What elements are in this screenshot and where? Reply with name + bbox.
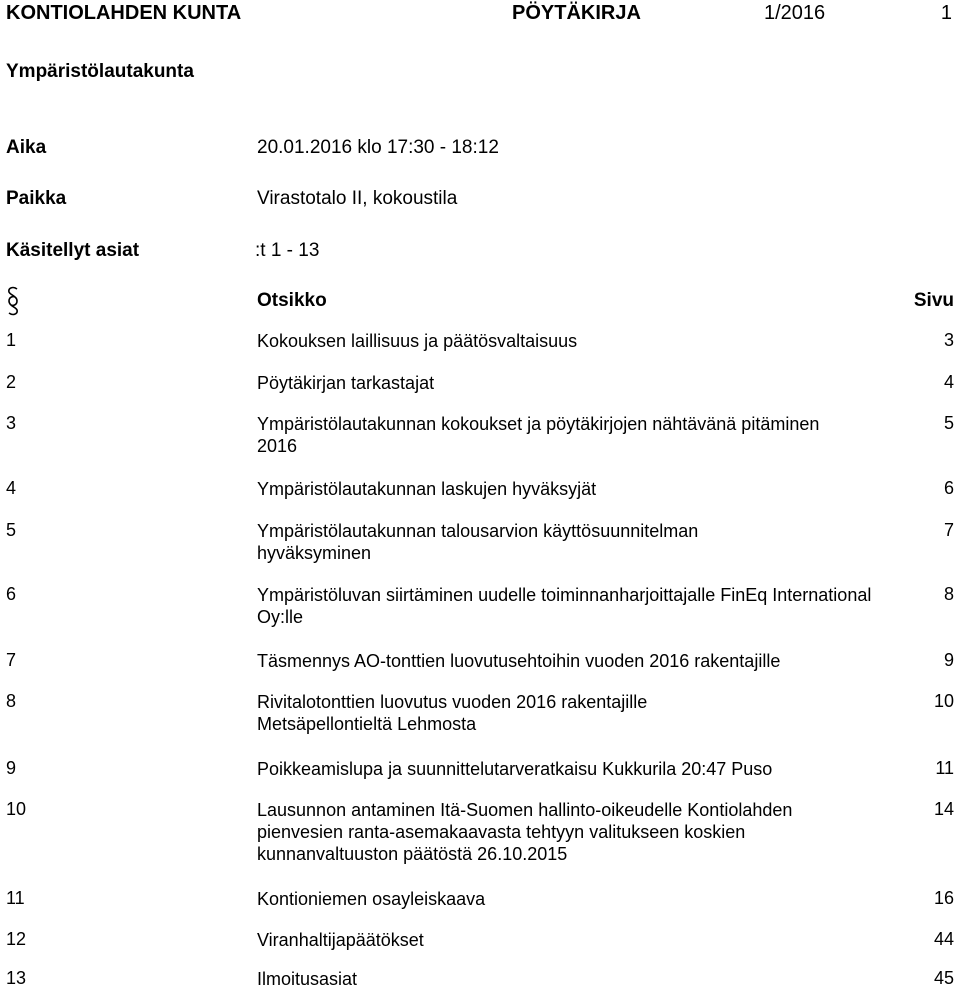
toc-row-title: Täsmennys AO-tonttien luovutusehtoihin vuoden 2016 rakentajille <box>257 651 781 671</box>
toc-row-title: Ilmoitusasiat <box>257 969 358 989</box>
toc-row-page: 8 <box>943 584 954 604</box>
toc-row-number: 8 <box>6 691 17 711</box>
toc-row-number: 9 <box>6 758 17 778</box>
toc-row-title: Kontioniemen osayleiskaava <box>257 889 486 909</box>
toc-row-page: 16 <box>933 888 954 908</box>
toc-row-page: 14 <box>933 799 954 819</box>
items-label: Käsitellyt asiat <box>6 240 140 261</box>
toc-row-number: 5 <box>6 520 17 540</box>
place-value: Virastotalo II, kokoustila <box>257 188 458 209</box>
toc-row-page: 6 <box>943 478 954 498</box>
toc-row-page: 9 <box>943 650 954 670</box>
toc-title-header: Otsikko <box>257 290 327 311</box>
toc-row-number: 12 <box>6 929 27 949</box>
time-label: Aika <box>6 137 47 158</box>
toc-row-title: Lausunnon antaminen Itä-Suomen hallinto-oikeudelle Kontiolahden pienvesien ranta-asemakaavasta tehtyyn valitukseen koskien kunnanvaltuuston päätöstä 26.10.2015 <box>257 800 793 864</box>
toc-row-number: 2 <box>6 372 17 392</box>
toc-row-page: 3 <box>943 330 954 350</box>
toc-row-page: 11 <box>935 758 954 778</box>
toc-row-number: 13 <box>6 968 27 988</box>
toc-row-page: 45 <box>933 968 954 988</box>
toc-row-page: 44 <box>933 929 954 949</box>
toc-row-number: 3 <box>6 413 17 433</box>
place-label: Paikka <box>6 188 67 209</box>
items-value: :t 1 - 13 <box>255 240 320 261</box>
toc-row-title: Kokouksen laillisuus ja päätösvaltaisuus <box>257 331 578 351</box>
page-number: 1 <box>940 2 952 24</box>
section-sign-icon <box>6 286 20 316</box>
toc-row-number: 6 <box>6 584 17 604</box>
toc-row-title: Ympäristölautakunnan laskujen hyväksyjät <box>257 479 597 499</box>
toc-row-page: 4 <box>943 372 954 392</box>
toc-row-title: Ympäristölautakunnan kokoukset ja pöytäkirjojen nähtävänä pitäminen 2016 <box>257 414 820 456</box>
municipality-name: KONTIOLAHDEN KUNTA <box>6 2 242 24</box>
committee-name: Ympäristölautakunta <box>6 61 194 82</box>
toc-row-page: 10 <box>933 691 954 711</box>
toc-row-number: 1 <box>6 330 17 350</box>
toc-row-page: 5 <box>943 413 954 433</box>
toc-row-title: Ympäristölautakunnan talousarvion käyttösuunnitelman hyväksyminen <box>257 521 699 563</box>
toc-row-title: Poikkeamislupa ja suunnittelutarveratkaisu Kukkurila 20:47 Puso <box>257 759 773 779</box>
toc-row-title: Rivitalotonttien luovutus vuoden 2016 rakentajille Metsäpellontieltä Lehmosta <box>257 692 648 734</box>
toc-row-title: Pöytäkirjan tarkastajat <box>257 373 435 393</box>
toc-row-number: 11 <box>6 888 25 908</box>
toc-row-number: 7 <box>6 650 17 670</box>
toc-page-header: Sivu <box>913 290 954 311</box>
document-number: 1/2016 <box>764 2 826 24</box>
toc-row-number: 4 <box>6 478 17 498</box>
toc-row-number: 10 <box>6 799 27 819</box>
time-value: 20.01.2016 klo 17:30 - 18:12 <box>257 137 499 158</box>
toc-row-page: 7 <box>943 520 954 540</box>
document-type: PÖYTÄKIRJA <box>512 2 641 24</box>
toc-row-title: Viranhaltijapäätökset <box>257 930 424 950</box>
toc-row-title: Ympäristöluvan siirtäminen uudelle toiminnanharjoittajalle FinEq International Oy:lle <box>257 585 872 627</box>
